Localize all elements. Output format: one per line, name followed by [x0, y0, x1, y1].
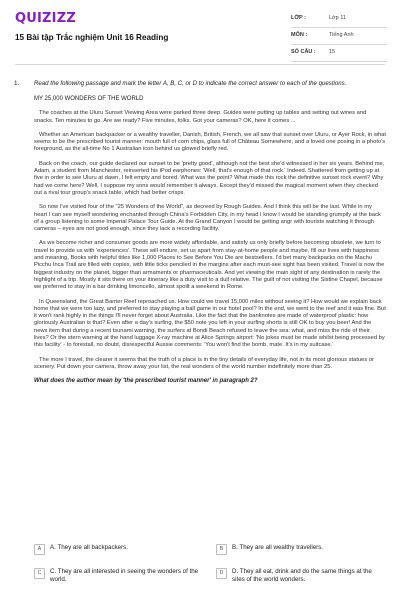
meta-value: 15	[329, 49, 336, 55]
quizizz-logo: QUIZIZZ	[15, 11, 76, 26]
worksheet-header	[0, 0, 400, 62]
question-prompt: What does the author mean by 'the prescribed tourist manner' in paragraph 2?	[34, 378, 258, 385]
passage-paragraph: The coaches at the Uluru Sunset Viewing Area were parked three deep. Guides were putting up tables and setting out wines and snacks. Ten minutes to go. Are we ready? Five minutes, folks. Got your cameras? OK, here it comes ...	[34, 110, 367, 124]
quiz-title: 15 Bài tập Trắc nghiệm Unit 16 Reading	[15, 33, 169, 42]
quiz-meta	[291, 13, 387, 64]
answer-option-d[interactable]	[216, 568, 386, 584]
meta-row-count	[291, 47, 387, 62]
option-text: C. They are all interested in seeing the wonders of the world.	[50, 568, 199, 583]
meta-row-class	[291, 13, 387, 28]
meta-row-subject	[291, 30, 387, 45]
option-letter-box: C	[34, 568, 45, 579]
option-text: A. They are all backpackers.	[50, 544, 128, 551]
meta-value: Tiếng Anh	[329, 32, 354, 38]
option-text: B. They are all wealthy travellers.	[232, 544, 324, 551]
header-divider	[15, 64, 385, 65]
reading-passage	[34, 96, 386, 386]
option-text: D. They all eat, drink and do the same things at the sites of the world wonders.	[232, 568, 372, 583]
option-letter-box: A	[34, 544, 45, 555]
passage-paragraph: Whether an American backpacker or a wealthy traveller, Danish, British, French, we all saw that sunset over Uluru, or Ayer Rock, in what seems to be the prescribed tourist manner: mouth full of corn chips, glass full of Château Somewhere, and a loved one posing in a photo's foreground, as the all-time No 1 Australian icon behind us glowed briefly red.	[34, 131, 386, 153]
answer-option-b[interactable]	[216, 544, 386, 555]
passage-paragraph: In Queensland, the Great Barrier Reef reproached us. How could we travel 15,000 miles without seeing it? How would we explain back home that we were too lazy, and preferred to stay playing a ball game in our hotel pool? In the end, we went to the reef and it was fine. But it won't rank highly in the things I'll never forget about Australia. Like the fact that the banknotes are made of waterproof plastic: how gloriously Australian is that? Even after a day's surfing, the $50 note you left in your surfing shorts is still OK to buy you beer! And the news item that during a recent tsunami warning, the surfers at Bondi Beach refused to leave the sea: what, and miss the ride of their lives? Or the stern warning at the hand luggage X-ray machine at Alice Springs airport: 'No jokes must be made whilst being processed by this facility' - to forestall, no doubt, disrespectful Aussie comments: 'You won't find the bomb, mate. It's in my suitcase.'	[34, 298, 386, 349]
question-instruction: Read the following passage and mark the letter A, B, C, or D to indicate the correct answer to each of the questions.	[34, 80, 347, 87]
passage-paragraph: So now I've visited four of the "25 Wonders of the World", as decreed by Rough Guides. And I think this will be the last. While in my heart I can see myself wondering enchanted through China's Forbidden City, in my head I know I would be standing grumpily at the back of a group listening to some Imperial Palace Tour Guide. At the Grand Canyon I would be getting angr with tourists watching it through cameras – eyes are not good enough, since they lack a recording facility.	[34, 204, 381, 233]
meta-label: LỚP :	[291, 15, 306, 21]
option-letter-box: D	[216, 568, 227, 579]
passage-paragraph: Back on the coach, our guide declared our sunset to be 'pretty good', although not the best she'd witnessed in her six years. Behind me, Adam, a student from Manchester, reinserted his iPod earphones: 'Well, that's enough of that rock.' Indeed. Shattered from getting up at five in order to see Uluru at dawn, I felt empty and bored. What was the point? What made this rock the definitive sunset rock event? Why had we come here? Well, I suppose my sons would remember it always. Except they'd missed the magical moment when they checked out a rival tour group's snack table, which had better crisps.	[34, 160, 385, 196]
meta-label: MÔN :	[291, 32, 308, 38]
passage-paragraph: As we become richer and consumer goods are more widely affordable, and satisfy us only briefly before becoming obsolete, we turn to travel to provide us with 'experiences'. These will endure, set us apart from stay-at-home people and maybe, fill our lives with happiness and meaning, Books with helpful titles like 1,000 Places to See Before You Die are bestsellers. I'd bet many backpacks on the Machu Picchu Inca Trail are filled with copies, with little ticks penciled in the margins after each must-see sight has been visited. Travel is now the biggest industry on the planet, bigger than armaments or pharmaceuticals. And yet viewing the main sight of any destination is rarely the highlight of a trip. Mostly it sits there on your itinerary like a duty visit to a dull relative. The guilt of not visiting the Sistine Chapel, because we preferred to stay in a bar drinking limoncello, almost spoilt a weekend in Rome.	[34, 240, 385, 291]
answer-option-a[interactable]	[34, 544, 204, 555]
question-number: 1.	[14, 80, 20, 87]
passage-paragraph: The more I travel, the clearer it seems that the truth of a place is in the tiny details of everyday life, not in its most glorious statues or scenery. Put down your camera, throw away your list, the real wonders of the world number indefinitely more than 25.	[34, 356, 374, 370]
meta-label: SỐ CÂU :	[291, 49, 316, 55]
passage-title: MY 25,000 WONDERS OF THE WORLD	[34, 96, 144, 102]
answer-option-c[interactable]	[34, 568, 204, 584]
option-letter-box: B	[216, 544, 227, 555]
meta-value: Lớp 11	[329, 15, 346, 21]
